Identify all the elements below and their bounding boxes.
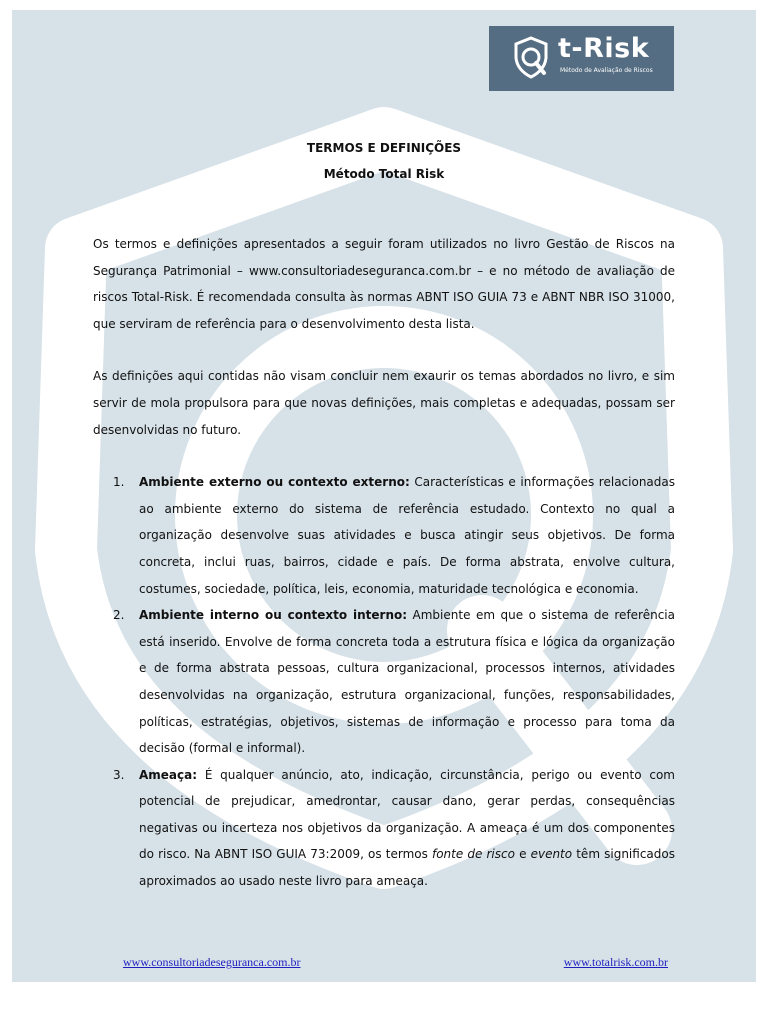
- logo-subtitle: Método de Avaliação de Riscos: [560, 67, 653, 74]
- term-name: Ambiente externo ou contexto externo:: [139, 475, 410, 490]
- term-emphasis: evento: [530, 847, 573, 862]
- item-number: 1.: [113, 475, 125, 490]
- term-definition: É qualquer anúncio, ato, indicação, circunstância, perigo ou evento com potencial de prejudicar, amedrontar, causar dano, gerar perdas, consequências negativas ou incerteza nos objetivos da organização. A ameaça é um dos componentes do risco. Na ABNT ISO GUIA 73:2009, os termos: [139, 767, 675, 862]
- definition-item: [93, 602, 675, 762]
- term-definition: Ambiente em que o sistema de referência está inserido. Envolve de forma concreta toda a estrutura física e lógica da organização e de forma abstrata pessoas, cultura organizacional, processos internos, atividades desenvolvidas na organização, estrutura organizacional, funções, responsabilidades, políticas, estratégias, objetivos, sistemas de informação e processo para toma da decisão (formal e informal).: [139, 608, 675, 756]
- definition-item: [93, 469, 675, 602]
- term-definition: têm significados aproximados ao usado neste livro para ameaça.: [139, 847, 675, 889]
- term-definition-joiner: e: [514, 847, 531, 862]
- document-title: TERMOS E DEFINIÇÕES: [306, 141, 462, 155]
- document-subtitle: Método Total Risk: [323, 167, 445, 181]
- t-risk-logo: [489, 26, 674, 91]
- term-name: Ameaça:: [139, 767, 198, 782]
- document-body: [93, 135, 675, 895]
- term-emphasis: fonte de risco: [431, 847, 515, 862]
- item-number: 3.: [113, 767, 125, 782]
- term-name: Ambiente interno ou contexto interno:: [139, 608, 408, 623]
- magnifier-shield-icon: [511, 36, 551, 80]
- item-number: 2.: [113, 608, 125, 623]
- intro-paragraph-1: Os termos e definições apresentados a seguir foram utilizados no livro Gestão de Riscos na Segurança Patrimonial – www.consultoriadeseguranca.com.br – e no método de avaliação de riscos Total-Risk. É recomendada consulta às normas ABNT ISO GUIA 73 e ABNT NBR ISO 31000, que serviram de referência para o desenvolvimento desta lista.: [93, 237, 675, 331]
- definitions-list: [93, 469, 675, 895]
- logo-title: t-Risk: [558, 33, 650, 64]
- intro-paragraph-2: As definições aqui contidas não visam concluir nem exaurir os temas abordados no livro, e sim servir de mola propulsora para que novas definições, mais completas e adequadas, possam ser desenvolvidas no futuro.: [93, 369, 675, 437]
- document-page: [12, 10, 756, 982]
- term-definition: Características e informações relacionadas ao ambiente externo do sistema de referência estudado. Contexto no qual a organização desenvolve suas atividades e busca atingir seus objetivos. De forma concreta, inclui ruas, bairros, cidade e país. De forma abstrata, envolve cultura, costumes, sociedade, política, leis, economia, maturidade tecnológica e economia.: [139, 475, 675, 596]
- footer-link-consultoria[interactable]: www.consultoriadeseguranca.com.br: [123, 955, 301, 969]
- definition-item: [93, 762, 675, 895]
- footer-link-totalrisk[interactable]: www.totalrisk.com.br: [563, 955, 668, 969]
